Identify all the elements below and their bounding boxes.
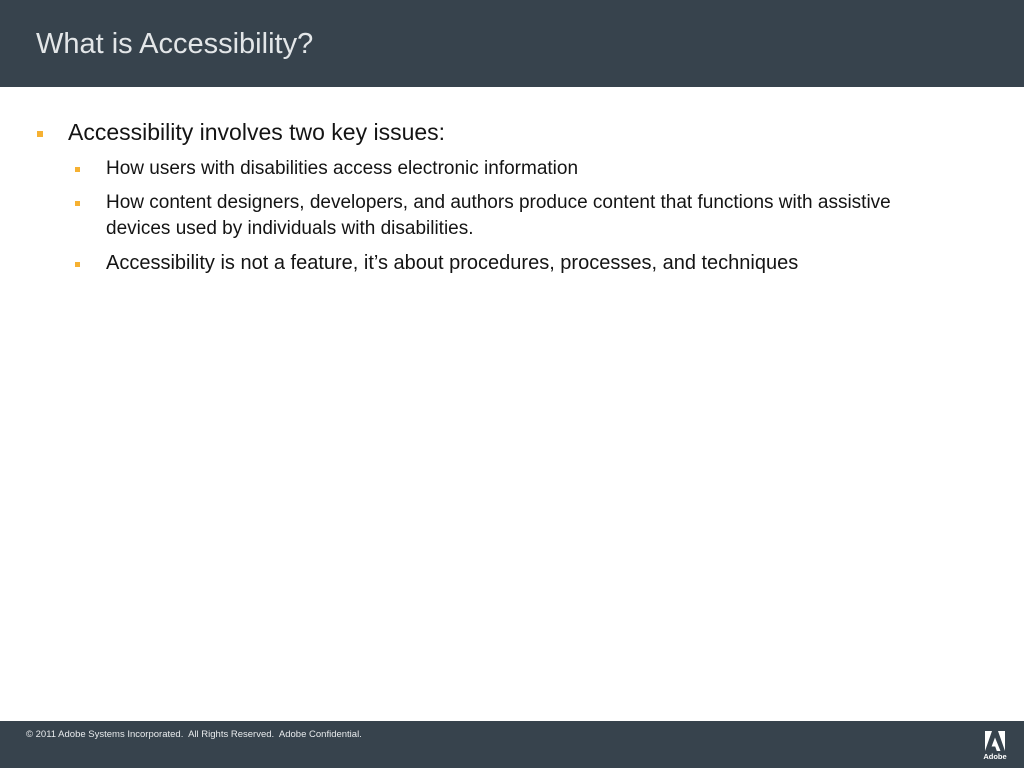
footer-bar <box>0 721 1024 768</box>
bullet-square-icon <box>37 131 43 137</box>
main-bullet-text: Accessibility involves two key issues: <box>68 119 446 145</box>
sub-bullet-text-1: How users with disabilities access electronic information <box>106 158 579 179</box>
slide-title: What is Accessibility? <box>36 28 314 60</box>
copyright-text: © 2011 Adobe Systems Incorporated. All Rights Reserved. Adobe Confidential. <box>26 729 362 740</box>
title-bar <box>0 0 1024 87</box>
bullet-square-icon <box>75 167 80 172</box>
adobe-logo-icon <box>982 730 1008 752</box>
adobe-logo-text: Adobe <box>983 752 1007 761</box>
sub-bullet-text-3: Accessibility is not a feature, it’s about procedures, processes, and techniques <box>106 252 799 274</box>
bullet-square-icon <box>75 262 80 267</box>
adobe-logo <box>982 730 1008 762</box>
sub-bullet-text-2: How content designers, developers, and authors produce content that functions with assistive devices used by individuals with disabilities. <box>106 192 891 239</box>
bullet-square-icon <box>75 201 80 206</box>
